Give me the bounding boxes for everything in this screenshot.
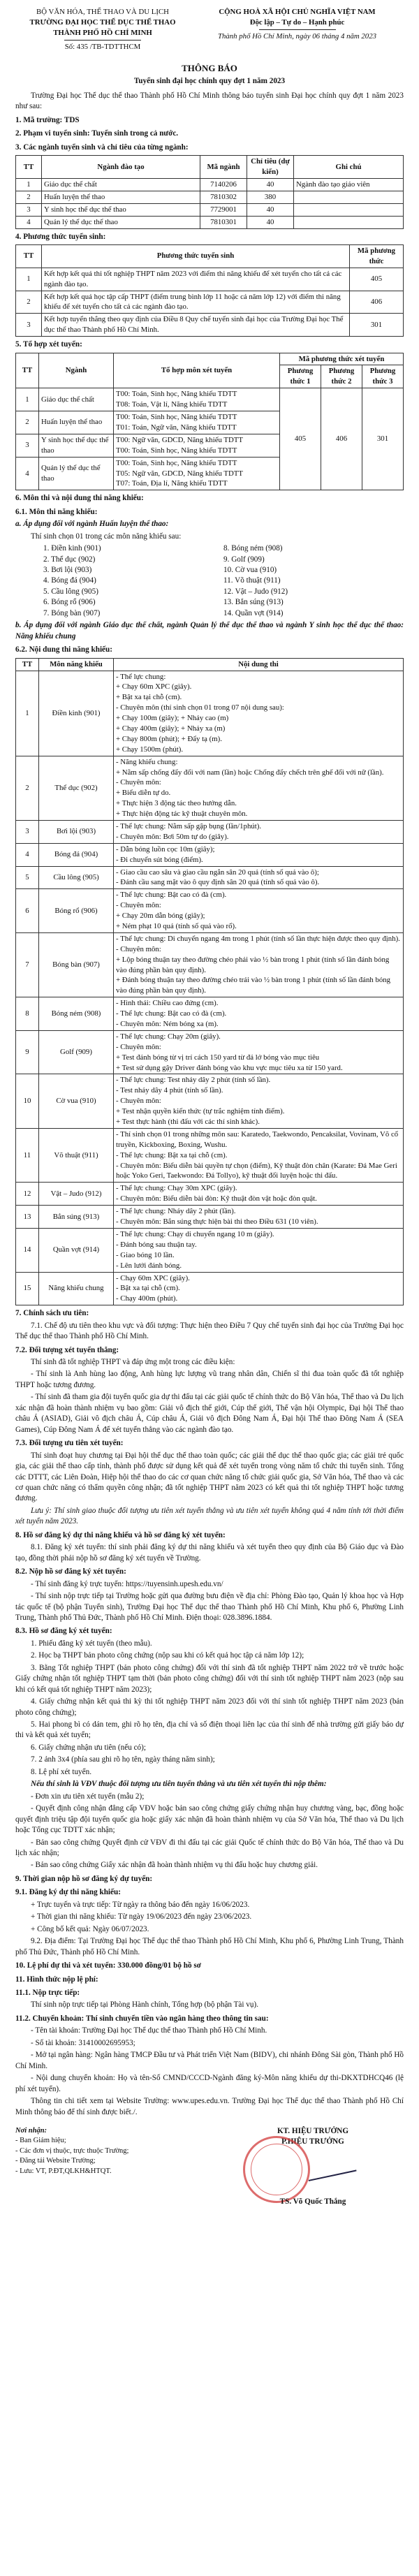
table-cell: Cờ vua (910)	[39, 1074, 114, 1128]
list-item: 10. Cờ vua (910)	[223, 566, 277, 574]
table-row	[16, 268, 404, 291]
list-item: 1. Phiếu đăng ký xét tuyển (theo mẫu).	[31, 1639, 152, 1648]
sports-list	[15, 543, 404, 619]
table-header-row	[16, 245, 404, 268]
table-cell: 1	[16, 388, 39, 411]
list-item: 3. Bơi lội (903)	[43, 566, 92, 574]
table-cell: - Thể lực chung: Bật cao có đà (cm). - Chuyên môn: + Chạy 20m dẫn bóng (giây); + Ném phạt 10 quả (tính số quả vào rổ).	[114, 889, 404, 933]
recipient-item: - Lưu: VT, P.ĐT,QLKH&HTQT.	[15, 2167, 112, 2175]
table-cell: 406	[321, 388, 362, 490]
table-cell: Quản lý thể dục thể thao	[39, 457, 114, 490]
table-cell: Điền kinh (901)	[39, 671, 114, 756]
list-item: 14. Quần vợt (914)	[223, 608, 284, 617]
table-row	[16, 820, 404, 843]
table-cell: - Thí sinh chọn 01 trong những môn sau: Karatedo, Taekwondo, Pencaksilat, Vovinam, Võ cổ truyền, Kickboxing, Boxing, Wushu. - Thể lực chung: Bật xa tại chỗ (cm). - Chuyên môn: Biểu diễn bài quyền tự chọn (điểm), Kỹ thuật đòn chân (Karate: Đá Mae Geri hoặc Yoko Geri, Taekwondo: Đá Tollyo), kỹ thuật đối luyện hoặc thi đấu.	[114, 1128, 404, 1182]
table-cell: - Thể lực chung: Test nhảy dây 2 phút (tính số lần). - Test nhảy dây 4 phút (tính số lần). - Chuyên môn: + Test nhận quyền kiến thức (tự trắc nghiệm tính điểm). + Test thực hành (thi đấu với các thí sinh khác).	[114, 1074, 404, 1128]
section-9-1-b: + Thời gian thi năng khiếu: Từ ngày 19/06/2023 đến ngày 23/06/2023.	[31, 1912, 252, 1922]
section-9: 9. Thời gian nộp hồ sơ đăng ký dự tuyển:	[15, 1874, 153, 1883]
table-cell: Cầu lông (905)	[39, 866, 114, 889]
table-header-row	[16, 353, 404, 365]
section-11-2: 11.2. Chuyển khoản: Thí sinh chuyển tiền vào ngân hàng theo thông tin sau:	[15, 2014, 269, 2023]
section-9-1-a: + Trực tuyến và trực tiếp: Từ ngày ra thông báo đến ngày 16/06/2023.	[31, 1900, 250, 1909]
table-row	[16, 932, 404, 997]
table-header-row	[16, 156, 404, 179]
list-item: 9. Golf (909)	[223, 555, 265, 564]
table-cell: 14	[16, 1228, 39, 1272]
section-7: 7. Chính sách ưu tiên:	[15, 1309, 89, 1318]
section-7-3: 7.3. Đối tượng ưu tiên xét tuyển:	[15, 1439, 124, 1448]
table-cell: 7729001	[200, 203, 247, 216]
table-cell: - Thể lực chung: Di chuyển ngang 4m trong 1 phút (tính số lần thực hiện được theo quy định). - Chuyên môn: + Lộp bóng thuận tay theo đường chéo phải vào ½ bàn trong 1 phút (tính số lần đánh bóng vào đúng phần bàn quy định). + Đánh bóng thuận tay theo đường chéo trái vào ½ bàn trong 1 phút (tính số lần đánh bóng vào đúng phần bàn quy định).	[114, 932, 404, 997]
section-7-2-a: Thí sinh đã tốt nghiệp THPT và đáp ứng một trong các điều kiện:	[31, 1357, 235, 1366]
table-cell: 3	[16, 203, 42, 216]
table-row	[16, 997, 404, 1031]
table-row	[16, 203, 404, 216]
section-6-1-b: b. Áp dụng đối với ngành Giáo dục thể chất, ngành Quản lý thể dục thể thao và ngành Y sinh học thể dục thể thao: Năng khiếu chung	[15, 621, 404, 641]
table-row	[16, 1128, 404, 1182]
majors-table	[15, 155, 404, 228]
table-row	[16, 1272, 404, 1305]
table-row	[16, 1030, 404, 1074]
table-row	[16, 1228, 404, 1272]
section-8-2-b: - Thí sinh nộp trực tiếp tại Trường hoặc gửi qua đường bưu điện về địa chỉ: Phòng Đào tạo, Quản lý khoa học và Hợp tác quốc tế (bộ phận Tuyển sinh), Trường Đại học Thể dục thể thao Thành phố Hồ Chí Minh, Khu phố 6, Phường Linh Trung, Thành phố Thủ Đức, Thành phố Hồ Chí Minh. Điện thoại: 028.3896.1884.	[15, 1592, 404, 1622]
section-9-1: 9.1. Đăng ký dự thi năng khiếu:	[15, 1888, 121, 1897]
table-cell: - Thể lực chung: Chạy 30m XPC (giây). - Chuyên môn: Biểu diễn bài đòn: Kỹ thuật đòn vật hoặc đòn quật.	[114, 1183, 404, 1206]
section-5: 5. Tổ hợp xét tuyển:	[15, 340, 82, 349]
table-cell: 3	[16, 820, 39, 843]
table-header: Phương thức tuyển sinh	[42, 245, 350, 268]
table-header: Tổ hợp môn xét tuyển	[114, 353, 280, 388]
section-9-2-a: 9.2. Địa điểm: Tại Trường Đại học Thể dục thể thao Thành phố Hồ Chí Minh, Khu phố 6, Phường Linh Trung, Thành phố Thủ Đức, Thành phố Hồ Chí Minh.	[15, 1937, 404, 1956]
table-row	[16, 866, 404, 889]
table-cell: Bơi lội (903)	[39, 820, 114, 843]
list-item: 7. Bóng bàn (907)	[43, 608, 101, 617]
table-header-row	[16, 658, 404, 671]
table-row	[16, 756, 404, 820]
table-cell: Bóng bàn (907)	[39, 932, 114, 997]
section-11-2-c: - Mở tại ngân hàng: Ngân hàng TMCP Đầu tư và Phát triển Việt Nam (BIDV), chi nhánh Đông Sài gòn, Thành phố Hồ Chí Minh.	[15, 2051, 404, 2070]
document-number: Số: 435 /TB-TDTTHCM	[64, 42, 141, 51]
section-11: 11. Hình thức nộp lệ phí:	[15, 1975, 98, 1984]
table-cell: 12	[16, 1183, 39, 1206]
list-item: 1. Điền kinh (901)	[43, 544, 101, 553]
intro-text: Trường Đại học Thể dục thể thao Thành phố Hồ Chí Minh thông báo tuyển sinh Đại học chính quy đợt 1 năm 2023 như sau:	[15, 91, 404, 111]
section-8-3: 8.3. Hồ sơ đăng ký xét tuyển:	[15, 1627, 112, 1636]
divider	[259, 29, 336, 30]
section-6: 6. Môn thi và nội dung thi năng khiếu:	[15, 494, 144, 503]
table-cell: Huấn luyện thể thao	[39, 411, 114, 434]
section-7-2: 7.2. Đối tượng xét tuyển thẳng:	[15, 1345, 119, 1354]
section-2: 2. Phạm vi tuyển sinh: Tuyển sinh trong cả nước.	[15, 129, 179, 138]
table-cell: Bóng ném (908)	[39, 997, 114, 1031]
table-cell: 1	[16, 268, 42, 291]
table-header: Phương thức 1	[280, 365, 321, 388]
list-item: 11. Võ thuật (911)	[223, 576, 281, 585]
document-subtitle: Tuyển sinh đại học chính quy đợt 1 năm 2023	[133, 76, 286, 85]
list-item: 5. Cầu lông (905)	[43, 587, 98, 596]
table-cell: 2	[16, 291, 42, 314]
table-row	[16, 179, 404, 191]
table-cell: 2	[16, 411, 39, 434]
section-7-2-c: - Thí sinh đã tham gia đội tuyển quốc gia dự thi đấu tại các giải quốc tế chính thức do Bộ Văn hóa, Thể thao và Du lịch xác nhận đã hoàn thành nhiệm vụ bao gồm: Giải vô địch thế giới, Cúp thế giới, Thế vận hội Olympic, Đại hội Thể thao châu Á (ASIAD), Giải vô địch châu Á, Cúp châu Á, Giải vô địch Đông Nam Á, Đại hội Thể thao Đông Nam Á (SEA Games), Cúp Đông Nam Á để xét tuyển thẳng vào các ngành đào tạo.	[15, 1393, 404, 1434]
table-row	[16, 1074, 404, 1128]
table-cell: Thể dục (902)	[39, 756, 114, 820]
section-10: 10. Lệ phí dự thi và xét tuyển: 330.000 đồng/01 bộ hồ sơ	[15, 1961, 201, 1970]
table-cell: 8	[16, 997, 39, 1031]
table-cell: 1	[16, 671, 39, 756]
table-header: Phương thức 3	[362, 365, 404, 388]
nation-title: CỘNG HOÀ XÃ HỘI CHỦ NGHĨA VIỆT NAM	[219, 8, 376, 16]
table-cell: 380	[247, 191, 294, 203]
list-item: - Đơn xin ưu tiên xét tuyển (mẫu 2);	[31, 1792, 145, 1801]
table-cell: - Giao cầu cao sâu và giao cầu ngắn sân 20 quả (tính số quả vào ô); - Đánh cầu sang mặt vào ô quy định sân 20 quả (tính số quả vào ô).	[114, 866, 404, 889]
section-6-2: 6.2. Nội dung thi năng khiếu:	[15, 645, 112, 654]
dossier-list	[15, 1639, 404, 1778]
table-cell: - Dẫn bóng luồn cọc 10m (giây); - Đi chuyển sút bóng (điểm).	[114, 843, 404, 866]
table-cell: - Hình thái: Chiều cao đứng (cm). - Thể lực chung: Bật cao có đà (cm). - Chuyên môn: Ném bóng xa (m).	[114, 997, 404, 1031]
table-header: Môn năng khiếu	[39, 658, 114, 671]
table-cell: 405	[350, 268, 404, 291]
table-cell	[294, 191, 404, 203]
table-cell	[294, 216, 404, 228]
list-item: 4. Giấy chứng nhận kết quả thi kỳ thi tốt nghiệp THPT năm 2023 đối với thí sinh tốt nghiệp THPT năm 2023 (bản photo công chứng);	[15, 1697, 404, 1717]
list-item: 8. Bóng ném (908)	[223, 544, 283, 553]
nation-block	[191, 7, 404, 52]
table-row	[16, 191, 404, 203]
document-title: THÔNG BÁO	[182, 62, 237, 73]
table-header: TT	[16, 245, 42, 268]
school-name-2: THÀNH PHỐ HỒ CHÍ MINH	[53, 28, 152, 37]
table-cell: 15	[16, 1272, 39, 1305]
section-8-4: Nếu thí sinh là VĐV thuộc đối tượng ưu tiên tuyển thẳng và ưu tiên xét tuyển thì nộp thêm:	[31, 1780, 327, 1789]
section-8-1: 8.1. Đăng ký xét tuyển: thí sinh phải đăng ký dự thi năng khiếu và xét tuyển theo quy định của Bộ Giáo dục và Đào tạo, đồng thời phải nộp hồ sơ đăng ký xét tuyển về Trường.	[15, 1543, 404, 1563]
table-cell: 7	[16, 932, 39, 997]
table-cell: Golf (909)	[39, 1030, 114, 1074]
combinations-table	[15, 353, 404, 491]
list-item: 6. Bóng rổ (906)	[43, 598, 96, 607]
table-row	[16, 388, 404, 411]
list-item: 2. Học bạ THPT bản photo công chứng (nộp sau khi có kết quả học tập cả năm lớp 12);	[31, 1651, 304, 1660]
list-item: - Bản sao công chứng Quyết định cử VĐV đi thi đấu tại các giải Quốc tế chính thức do Bộ Văn hóa, Thể thao và Du lịch xác nhận;	[15, 1838, 404, 1858]
aptitude-content-table	[15, 658, 404, 1306]
section-8-2: 8.2. Nộp hồ sơ đăng ký xét tuyển:	[15, 1567, 126, 1576]
list-item: 5. Hai phong bì có dán tem, ghi rõ họ tên, địa chỉ và số điện thoại liên lạc của thí sinh để nhà trường gửi giấy báo dự thi và kết quả xét tuyển;	[15, 1720, 404, 1740]
table-row	[16, 314, 404, 337]
document-header	[15, 7, 404, 52]
section-3: 3. Các ngành tuyển sinh và chỉ tiêu của từng ngành:	[15, 142, 189, 152]
table-header: TT	[16, 658, 39, 671]
table-cell: 11	[16, 1128, 39, 1182]
table-cell: Vật – Judo (912)	[39, 1183, 114, 1206]
table-cell: Quần vợt (914)	[39, 1228, 114, 1272]
section-1: 1. Mã trường: TDS	[15, 115, 80, 124]
table-cell: T00: Ngữ văn, GDCD, Năng khiếu TDTT T00: Toán, Sinh học, Năng khiếu TDTT	[114, 434, 280, 457]
table-header: TT	[16, 156, 42, 179]
recipients-block	[15, 2126, 176, 2210]
recipient-item: - Đăng tải Website Trường;	[15, 2157, 96, 2165]
list-item: 4. Bóng đá (904)	[43, 576, 96, 585]
athlete-dossier-list	[15, 1792, 404, 1871]
table-cell: 40	[247, 203, 294, 216]
section-4: 4. Phương thức tuyển sinh:	[15, 232, 106, 241]
table-header: Mã phương thức xét tuyển	[280, 353, 404, 365]
table-header: Ngành	[39, 353, 114, 388]
table-header: Nội dung thi	[114, 658, 404, 671]
table-cell: - Chạy 60m XPC (giây). - Bật xa tại chỗ (cm). - Chạy 400m (phút).	[114, 1272, 404, 1305]
list-item: 7. 2 ảnh 3x4 (phía sau ghi rõ họ tên, ngày tháng năm sinh);	[31, 1755, 215, 1764]
table-cell: 7140206	[200, 179, 247, 191]
table-cell: Quản lý thể dục thể thao	[42, 216, 200, 228]
agency-block	[15, 7, 190, 52]
table-cell: 7810302	[200, 191, 247, 203]
list-item: - Bản sao công chứng Giấy xác nhận đã hoàn thành nhiệm vụ thi đấu hoặc huy chương giải.	[31, 1861, 318, 1870]
list-item: 12. Vật – Judo (912)	[223, 587, 288, 596]
handwritten-signature	[304, 2149, 356, 2181]
signer-name: TS. Võ Quốc Thắng	[279, 2197, 346, 2206]
table-cell: - Năng khiếu chung: + Nằm sấp chống đẩy đổi với nam (lần) hoặc Chống đẩy chếch trên ghế đổi với nữ (lần). - Chuyên môn: + Biểu diễn tự do. + Thực hiện 3 động tác theo hướng dẫn. + Thực hiện động tác kỹ thuật chuyên môn.	[114, 756, 404, 820]
section-6-1: 6.1. Môn thi năng khiếu:	[15, 507, 98, 516]
table-cell: - Thể lực chung: Chạy 20m (giây). - Chuyên môn: + Test đánh bóng từ vị trí cách 150 yard từ đá lở bóng vào mục tiêu + Test sử dụng gậy Driver đánh bóng vào khu vực mục tiêu xa từ 150 yard.	[114, 1030, 404, 1074]
nation-motto: Độc lập – Tự do – Hạnh phúc	[249, 17, 345, 27]
recipients-title: Nơi nhận:	[15, 2126, 47, 2135]
table-row	[16, 1183, 404, 1206]
online-registration-link[interactable]: - Thí sinh đăng ký trực tuyến: https://tuyensinh.upesh.edu.vn/	[31, 1579, 223, 1588]
section-11-2-d: - Nội dung chuyển khoản: Họ và tên-Số CMND/CCCD-Ngành đăng ký-Môn năng khiếu dự thi-DKXTDHCQ46 (lệ phí xét tuyển).	[15, 2074, 404, 2093]
table-cell: 406	[350, 291, 404, 314]
table-cell: Bóng đá (904)	[39, 843, 114, 866]
table-header: Mã ngành	[200, 156, 247, 179]
table-cell: Ngành đào tạo giáo viên	[294, 179, 404, 191]
red-seal-stamp	[243, 2136, 310, 2203]
table-header: Ngành đào tạo	[42, 156, 200, 179]
recipient-item: - Các đơn vị thuộc, trực thuộc Trường;	[15, 2146, 129, 2155]
table-cell: T00: Toán, Sinh học, Năng khiếu TDTT T05: Ngữ văn, GDCD, Năng khiếu TDTT T07: Toán, Địa lí, Năng khiếu TDTT	[114, 457, 280, 490]
table-cell: 3	[16, 314, 42, 337]
section-9-2: + Công bố kết quả: Ngày 06/07/2023.	[31, 1924, 149, 1933]
section-7-3-b: Lưu ý: Thí sinh giao thuộc đối tượng ưu tiên xét tuyển thẳng và ưu tiên xét tuyển không quá 4 năm tính tới thời điểm xét tuyển năm 2023.	[15, 1506, 404, 1526]
table-cell: Bóng rổ (906)	[39, 889, 114, 933]
table-cell: 4	[16, 843, 39, 866]
table-cell: Năng khiếu chung	[39, 1272, 114, 1305]
table-header: Ghi chú	[294, 156, 404, 179]
table-cell: Kết hợp tuyển thẳng theo quy định của Điều 8 Quy chế tuyển sinh đại học của Trường Đại học Thể dục thể thao Thành phố Hồ Chí Minh.	[42, 314, 350, 337]
table-cell: 405	[280, 388, 321, 490]
table-cell: Y sinh học thể dục thể thao	[42, 203, 200, 216]
table-header: TT	[16, 353, 39, 388]
closing-text: Thông tin chi tiết xem tại Website Trường: www.upes.edu.vn. Trường Đại học Thể dục thể thao Thành phố Hồ Chí Minh thông báo để thí sinh được biết./.	[15, 2097, 404, 2116]
table-cell: Y sinh học thể dục thể thao	[39, 434, 114, 457]
table-row	[16, 889, 404, 933]
table-row	[16, 216, 404, 228]
table-cell: T00: Toán, Sinh học, Năng khiếu TDTT T08: Toán, Vật lí, Năng khiếu TDTT	[114, 388, 280, 411]
table-cell: 1	[16, 179, 42, 191]
table-cell: Bắn súng (913)	[39, 1206, 114, 1229]
table-cell: T00: Toán, Sinh học, Năng khiếu TDTT T01: Toán, Ngữ văn, Năng khiếu TDTT	[114, 411, 280, 434]
table-cell: Kết hợp kết quả thi tốt nghiệp THPT năm 2023 với điểm thi năng khiếu để xét tuyển cho tất cả các ngành đào tạo.	[42, 268, 350, 291]
section-6-1-a: a. Áp dụng đối với ngành Huấn luyện thể thao:	[15, 520, 169, 529]
methods-table	[15, 244, 404, 337]
table-row	[16, 291, 404, 314]
section-7-1: 7.1. Chế độ ưu tiên theo khu vực và đối tượng: Thực hiện theo Điều 7 Quy chế tuyển sinh đại học của Trường Đại học Thể dục thể thao Thành phố Hồ Chí Minh.	[15, 1321, 404, 1341]
list-item: 3. Bằng Tốt nghiệp THPT (bản photo công chứng) đối với thí sinh đã tốt nghiệp THPT năm 2022 trở về trước hoặc Giấy chứng nhận tốt nghiệp THPT tạm thời (bản photo công chứng) đối với thí sinh tốt nghiệp THPT năm 2023 (nộp sau khi có kết quả tốt nghiệp THPT năm 2023);	[15, 1663, 404, 1694]
table-header: Phương thức 2	[321, 365, 362, 388]
table-cell: - Thể lực chung: Nhảy dây 2 phút (lần). - Chuyên môn: Bắn súng thực hiện bài thi theo Điều 631 (10 viên).	[114, 1206, 404, 1229]
section-11-2-b: - Số tài khoản: 31410002695953;	[31, 2038, 135, 2047]
table-cell: 2	[16, 191, 42, 203]
table-cell: 4	[16, 457, 39, 490]
table-cell: 4	[16, 216, 42, 228]
list-item: 6. Giấy chứng nhận ưu tiên (nếu có);	[31, 1743, 146, 1752]
table-cell: 2	[16, 756, 39, 820]
signer-block	[222, 2126, 404, 2210]
list-item: - Quyết định công nhận đẳng cấp VĐV hoặc bản sao công chứng giấy chứng nhận huy chương vàng, bạc, đồng hoặc quyết định triệu tập đội tuyển quốc gia hoặc giấy xác nhận đã hoàn thành nhiệm vụ của Sở Văn hóa, Thể thao và Du lịch hoặc Tổng cục TDTT xác nhận;	[15, 1804, 404, 1835]
table-cell: Kết hợp kết quả học tập cấp THPT (điểm trung bình lớp 11 hoặc cả năm lớp 12) với điểm thi năng khiếu để xét tuyển cho tất cả các ngành đào tạo.	[42, 291, 350, 314]
table-cell: 9	[16, 1030, 39, 1074]
recipient-item: - Ban Giám hiệu;	[15, 2137, 66, 2145]
table-cell: 10	[16, 1074, 39, 1128]
section-6-1-a-text: Thí sinh chọn 01 trong các môn năng khiếu sau:	[31, 532, 182, 541]
table-cell: 301	[350, 314, 404, 337]
table-cell: - Thể lực chung: Nằm sấp gập bụng (lần/1phút). - Chuyên môn: Bơi 50m tự do (giây).	[114, 820, 404, 843]
table-cell: - Thể lực chung: Chạy di chuyển ngang 10 m (giây). - Đánh bóng sau thuận tay. - Giao bóng 10 lần. - Lên lưới đánh bóng.	[114, 1228, 404, 1272]
signature-area	[15, 2126, 404, 2210]
table-header: Chỉ tiêu (dự kiến)	[247, 156, 294, 179]
document-date: Thành phố Hồ Chí Minh, ngày 06 tháng 4 năm 2023	[217, 31, 377, 41]
table-header: Mã phương thức	[350, 245, 404, 268]
ministry-name: BỘ VĂN HÓA, THỂ THAO VÀ DU LỊCH	[36, 8, 169, 16]
table-row	[16, 1206, 404, 1229]
table-cell: 6	[16, 889, 39, 933]
table-cell: 5	[16, 866, 39, 889]
table-cell: 301	[362, 388, 404, 490]
list-item: 13. Bắn súng (913)	[223, 598, 284, 607]
list-item: 8. Lệ phí xét tuyển.	[31, 1767, 91, 1776]
divider	[64, 40, 141, 41]
table-cell	[294, 203, 404, 216]
signer-title-2: P.HIỆU TRƯỞNG	[281, 2137, 344, 2146]
table-cell: Giáo dục thể chất	[42, 179, 200, 191]
table-cell: Võ thuật (911)	[39, 1128, 114, 1182]
section-11-1: 11.1. Nộp trực tiếp:	[15, 1989, 80, 1997]
section-11-1-a: Thí sinh nộp trực tiếp tại Phòng Hành chính, Tổng hợp (bộ phận Tài vụ).	[31, 2000, 259, 2010]
table-cell: 40	[247, 179, 294, 191]
section-11-2-a: - Tên tài khoản: Trường Đại học Thể dục thể thao Thành phố Hồ Chí Minh.	[31, 2026, 267, 2035]
list-item: 2. Thể dục (902)	[43, 555, 96, 564]
table-cell: 7810301	[200, 216, 247, 228]
table-cell: - Thể lực chung: + Chạy 60m XPC (giây). + Bật xa tại chỗ (cm). - Chuyên môn (thí sinh chọn 01 trong 07 nội dung sau): + Chạy 100m (giây); + Nhảy cao (m) + Chạy 400m (giây); + Nhảy xa (m) + Chạy 800m (phút); + Đẩy tạ (m). + Chạy 1500m (phút).	[114, 671, 404, 756]
section-7-2-b: - Thí sinh là Anh hùng lao động, Anh hùng lực lượng vũ trang nhân dân, Chiến sĩ thi đua toàn quốc đã tốt nghiệp THPT hoặc tương đương.	[15, 1370, 404, 1389]
section-7-3-a: Thí sinh đoạt huy chương tại Đại hội thể dục thể thao toàn quốc; các giải thể dục thể thao quốc gia; các giải trẻ quốc gia, các giải thể thao cấp tỉnh, thành phố được sử dụng kết quả để xét tuyển trong vòng năm tổ chức thi tuyển sinh. Tổng các DTTT, các Liên Đoàn, Hiệp hội thể thao do các cơ quan chức năng tổ chức giải quốc gia, Sở Văn hóa, Thể thao và các cơ quan chức năng có thẩm quyền công nhận; đã tốt nghiệp THPT năm 2023 có kết quả thi tốt nghiệp THPT hoặc tương đương.	[15, 1451, 404, 1503]
table-cell: Giáo dục thể chất	[39, 388, 114, 411]
table-row	[16, 843, 404, 866]
section-8: 8. Hồ sơ đăng ký dự thi năng khiếu và hồ sơ đăng ký xét tuyển:	[15, 1530, 226, 1539]
table-cell: 40	[247, 216, 294, 228]
table-cell: 13	[16, 1206, 39, 1229]
table-cell: 3	[16, 434, 39, 457]
table-cell: Huấn luyện thể thao	[42, 191, 200, 203]
table-row	[16, 671, 404, 756]
school-name-1: TRƯỜNG ĐẠI HỌC THỂ DỤC THỂ THAO	[29, 17, 176, 27]
signer-title: KT. HIỆU TRƯỞNG	[277, 2126, 349, 2135]
